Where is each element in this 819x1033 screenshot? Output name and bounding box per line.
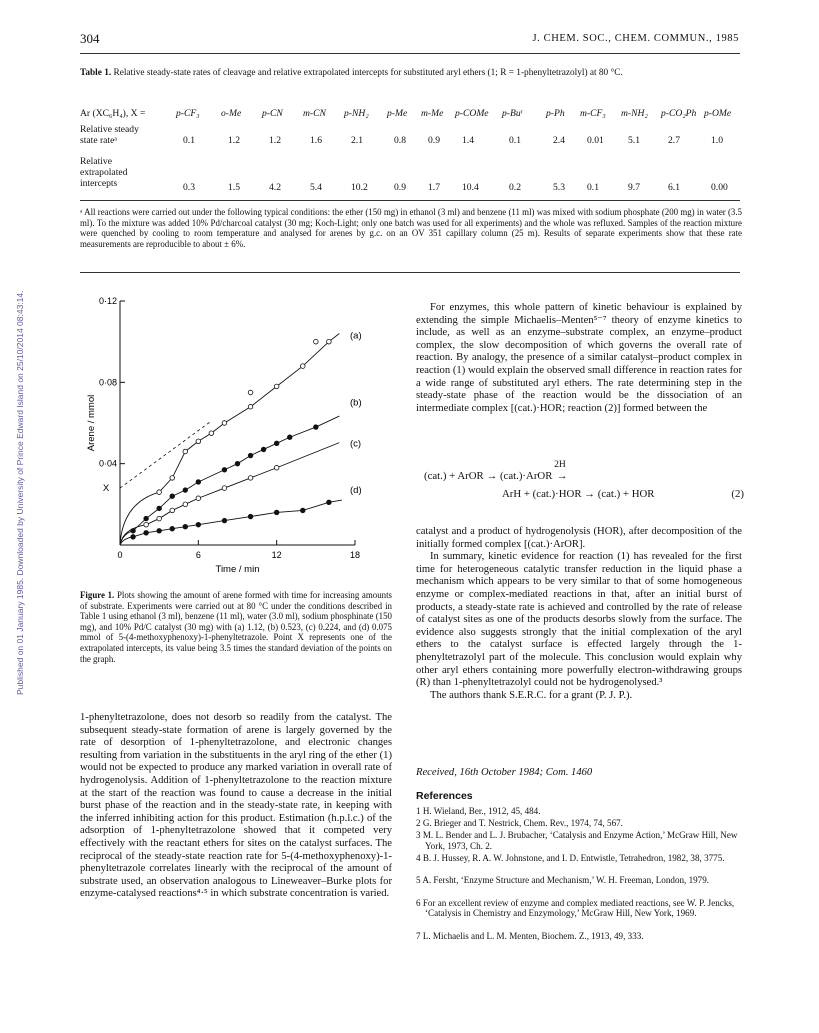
table-column-header: m-CF₃ <box>580 108 606 119</box>
data-point <box>248 404 253 409</box>
received-line: Received, 16th October 1984; Com. 1460 <box>416 767 593 778</box>
table-caption <box>80 68 740 79</box>
table-cell: 2.7 <box>668 135 680 146</box>
reference-item: 1 H. Wieland, Ber., 1912, 45, 484. <box>416 806 541 816</box>
y-tick-label: 0·12 <box>98 296 117 306</box>
table-cell: 4.2 <box>269 182 281 193</box>
data-point <box>248 453 253 458</box>
table-cell: 0.1 <box>509 135 521 146</box>
data-point <box>170 494 175 499</box>
data-point <box>274 465 279 470</box>
table-cell: 10.2 <box>351 182 368 193</box>
data-point <box>183 488 188 493</box>
header-rule <box>80 53 740 54</box>
data-point <box>222 518 227 523</box>
data-point <box>222 421 227 426</box>
data-point <box>157 490 162 495</box>
reference-item: 7 L. Michaelis and L. M. Menten, Biochem. Z., 1913, 49, 333. <box>416 930 644 941</box>
table-rule <box>80 200 740 201</box>
data-point <box>131 535 136 540</box>
data-point <box>170 476 175 481</box>
series-line <box>120 500 342 545</box>
data-point <box>157 506 162 511</box>
table-column-header: p-Me <box>387 108 408 119</box>
table-cell: 0.2 <box>509 182 521 193</box>
data-point <box>314 425 319 430</box>
reference-item: 4 B. J. Hussey, R. A. W. Johnstone, and I. D. Entwistle, Tetrahedron, 1982, 38, 3775. <box>416 852 725 863</box>
table-label: Table 1. <box>80 68 112 78</box>
data-point <box>196 496 201 501</box>
data-point <box>327 500 332 505</box>
table-column-header: p-CF₃ <box>176 108 200 119</box>
reaction-arrow: → <box>556 470 568 482</box>
table-footnote: ᵃ All reactions were carried out under the following typical conditions: the ether (150 mg) in ethanol (3 ml) and benzene (11 ml) was mixed with sodium phosphate (200 mg) in water (3.5 ml). To the mixture was added 10% Pd/charcoal catalyst (30 mg; Koch-Light; only one batch was used for all experiments) and the whole was refluxed. Samples of the reaction mixture were quenched by cooling to room temperature and analysed for arenes by g.c. on an OV 351 capillary column (25 m). Results of separate experiments show that these rate measurements are reproducible to about ± 6%. <box>80 207 742 249</box>
right-column-top <box>416 302 742 415</box>
row-label-line: Relative <box>80 156 112 167</box>
data-point <box>144 531 149 536</box>
table-cell: 9.7 <box>628 182 640 193</box>
table-cell: 0.01 <box>587 135 604 146</box>
point-x-label: X <box>102 483 110 495</box>
table-cell: 0.1 <box>183 135 195 146</box>
table-cell: 5.1 <box>628 135 640 146</box>
equation-part: ArH + (cat.)·HOR → (cat.) + HOR <box>502 488 655 500</box>
x-tick-label: 0 <box>117 550 123 560</box>
equation-part: (cat.) + ArOR → (cat.)·ArOR <box>424 470 553 482</box>
table-header-label: Ar (XC₆H₄), X = <box>80 108 146 119</box>
y-tick-label: 0·08 <box>98 377 117 388</box>
download-watermark: Published on 01 January 1985. Downloaded by University of Prince Edward Island on 25/10/2014 08:43:14. <box>15 290 25 695</box>
table-cell: 1.6 <box>310 135 322 146</box>
data-point <box>157 516 162 521</box>
table-cell: 5.4 <box>310 182 322 193</box>
table-cell: 6.1 <box>668 182 680 193</box>
equation-number: (2) <box>731 488 744 500</box>
data-point <box>222 486 227 491</box>
table-row-label-rate <box>80 124 139 146</box>
table-cell: 2.1 <box>351 135 363 146</box>
data-point <box>261 447 266 452</box>
table-caption-text: Relative steady-state rates of cleavage and relative extrapolated intercepts for substituted aryl ethers (1; R = 1-phenyltetrazolyl) at 80 °C. <box>113 68 623 78</box>
table-cell: 0.9 <box>428 135 440 146</box>
table-cell: 10.4 <box>462 182 479 193</box>
table-cell: 1.2 <box>269 135 281 146</box>
data-point <box>248 476 253 481</box>
data-point <box>274 510 279 515</box>
x-axis-label: Time / min <box>215 564 260 575</box>
data-point <box>235 461 240 466</box>
data-point <box>157 528 162 533</box>
body-paragraph: In summary, kinetic evidence for reaction (1) has revealed for the first time for heterogeneous catalytic transfer reduction in the liquid phase a mechanism which appears to be very similar to that of some homogeneous enzyme or complex-mediated reactions in that, after an initial burst of products, a steady-state rate is achieved and controlled by the rate of release of catalyst sites as one of the products desorbs slowly from the surface. The evidence also suggests strongly that the initial complexation of the aryl ethers to the catalyst surface is effected largely through the 1-phenyltetrazolyl part of the molecule. This conclusion would explain why other aryl ethers containing more powerfully electron-withdrawing groups (R) than 1-phenyltetrazolyl could not be hydrogenolysed.³ <box>416 551 742 689</box>
data-point <box>144 516 149 521</box>
data-point <box>248 514 253 519</box>
series-label: (c) <box>350 438 362 450</box>
data-point <box>274 441 279 446</box>
table-column-header: m-Me <box>421 108 444 119</box>
body-paragraph: 1-phenyltetrazolone, does not desorb so readily from the catalyst. The subsequent steady-state formation of arene is largely governed by the rate of desorption of 1-phenyltetrazolone, and electronic changes resulting from variation in the substituents in the aryl ring of the ether (1) would not be expected to produce any marked variation in overall rate of hydrogenolysis. Addition of 1-phenyltetrazolone to the reaction mixture at the start of the reaction was found to cause a decrease in the initial burst phase of the reaction and in the steady-state rate, in keeping with the inferred inhibiting action for this product. Estimation (h.p.l.c.) of the adsorption of 1-phenyltetrazolone showed that it competed very effectively with the reactant ethers for sites on the catalyst surfaces. The reciprocal of the steady-state reaction rate for 5-(4-methoxyphenoxy)-1-phenyltetrazole correlates linearly with the reciprocal of the amount of substrate used, an observation analogous to Lineweaver–Burke plots for enzyme-catalysed reactions⁴·⁵ in which substrate concentration is varied. <box>80 712 392 900</box>
series-label: (d) <box>350 485 362 497</box>
figure-label: Figure 1. <box>80 590 115 600</box>
right-column-body <box>416 526 742 702</box>
series-label: (a) <box>350 330 362 342</box>
table-cell: 1.0 <box>711 135 723 146</box>
y-tick-label: 0·04 <box>98 458 117 469</box>
x-tick-label: 6 <box>195 550 201 560</box>
row-label-line: Relative steady <box>80 124 139 135</box>
table-column-header: p-NH₂ <box>344 108 369 119</box>
data-point <box>314 339 319 344</box>
data-point <box>287 435 292 440</box>
row-label-line: state rateᵃ <box>80 135 117 146</box>
table-cell: 1.2 <box>228 135 240 146</box>
reference-item: 2 G. Brieger and T. Nestrick, Chem. Rev., 1974, 74, 567. <box>416 818 623 828</box>
arrow-label: 2H <box>554 460 566 470</box>
data-point <box>209 431 214 436</box>
series-line <box>120 416 339 545</box>
data-point <box>222 467 227 472</box>
body-paragraph: For enzymes, this whole pattern of kinetic behaviour is explained by extending the simple Michaelis–Menten⁵⁻⁷ theory of enzyme kinetics to include, as well as an enzyme–substrate complex, an enzyme–product complex, the slow decomposition of which governs the overall rate of reaction. By analogy, the presence of a similar catalyst–product complex in reaction (1) would explain the observed small difference in reaction rates for a wide range of substituted aryl ethers. The rate determining step in the steady-state phase of the reaction would be the dissociation of an intermediate complex [(cat.)·HOR; reaction (2)] formed between the <box>416 302 742 414</box>
figure-caption <box>80 590 392 664</box>
table-column-header: p-CN <box>262 108 283 119</box>
reference-item: 5 A. Fersht, ‘Enzyme Structure and Mechanism,’ W. H. Freeman, London, 1979. <box>416 875 710 885</box>
reference-item: 6 For an excellent review of enzyme and complex mediated reactions, see W. P. Jencks, ‘Catalysis in Chemistry and Enzymology,’ McGraw Hill, New York, 1969. <box>416 897 735 918</box>
acknowledgement: The authors thank S.E.R.C. for a grant (P. J. P.). <box>430 689 633 701</box>
data-point <box>248 390 253 395</box>
page-number: 304 <box>80 31 100 46</box>
table-cell: 0.9 <box>394 182 406 193</box>
data-point <box>183 502 188 507</box>
data-point <box>300 508 305 513</box>
table-column-header: p-CO₂Ph <box>661 108 697 119</box>
table-cell: 1.7 <box>428 182 440 193</box>
extrapolation-line <box>120 421 211 488</box>
table-cell: 0.1 <box>587 182 599 193</box>
table-column-header: p-OMe <box>704 108 732 119</box>
table-cell: 1.5 <box>228 182 240 193</box>
table-cell: 5.3 <box>553 182 565 193</box>
table-column-header: m-CN <box>303 108 326 119</box>
data-point <box>327 339 332 344</box>
y-axis-label: Arene / mmol <box>86 394 97 452</box>
table-column-header: p-COMe <box>455 108 489 119</box>
data-point <box>144 522 149 527</box>
table-column-header: p-Buᵗ <box>502 108 523 119</box>
table-cell: 0.8 <box>394 135 406 146</box>
row-label-line: intercepts <box>80 178 118 189</box>
row-label-line: extrapolated <box>80 167 128 178</box>
x-tick-label: 12 <box>271 550 282 560</box>
data-point <box>183 449 188 454</box>
table-row-label-intercepts <box>80 156 127 189</box>
figure-1-chart <box>80 293 395 583</box>
data-point <box>196 439 201 444</box>
table-column-header: o-Me <box>221 108 242 119</box>
data-point <box>183 524 188 529</box>
series-label: (b) <box>350 397 362 409</box>
data-point <box>170 526 175 531</box>
table-cell: 0.00 <box>711 182 728 193</box>
table-column-header: p-Ph <box>546 108 565 119</box>
body-paragraph: catalyst and a product of hydrogenolysis (HOR), after decomposition of the initially formed complex [(cat.)·ArOR]. <box>416 526 742 550</box>
data-point <box>170 508 175 513</box>
references-heading: References <box>416 790 473 802</box>
reaction-equation-2 <box>424 460 744 504</box>
table-bottom-rule <box>80 272 740 273</box>
figure-caption-text: Plots showing the amount of arene formed with time for increasing amounts of substrate. Experiments were carried out at 80 °C under the conditions described in Table 1 using ethanol (3 ml), benzene (11 ml), water (3.0 ml), sodium phosphinate (150 mg), and 10% Pd/C catalyst (30 mg) with (a) 1.12, (b) 0.523, (c) 0.224, and (d) 0.075 mmol of 5-(4-methoxyphenoxy)-1-phenyltetrazole. Point X represents one of the extrapolated intercepts, its value being 3.5 times the standard deviation of the points on the graph. <box>80 590 393 664</box>
x-tick-label: 18 <box>349 550 361 560</box>
data-point <box>274 384 279 389</box>
table-column-header: m-NH₂ <box>621 108 648 119</box>
data-point <box>300 364 305 369</box>
table-cell: 1.4 <box>462 135 474 146</box>
reference-item: 3 M. L. Bender and L. J. Brubacher, ‘Catalysis and Enzyme Action,’ McGraw Hill, New York, 1973, Ch. 2. <box>416 830 738 851</box>
running-head: J. CHEM. SOC., CHEM. COMMUN., 1985 <box>532 33 739 44</box>
table-cell: 2.4 <box>553 135 565 146</box>
data-point <box>196 522 201 527</box>
data-point <box>196 480 201 485</box>
table-cell: 0.3 <box>183 182 195 193</box>
left-column-paragraph <box>80 712 392 901</box>
